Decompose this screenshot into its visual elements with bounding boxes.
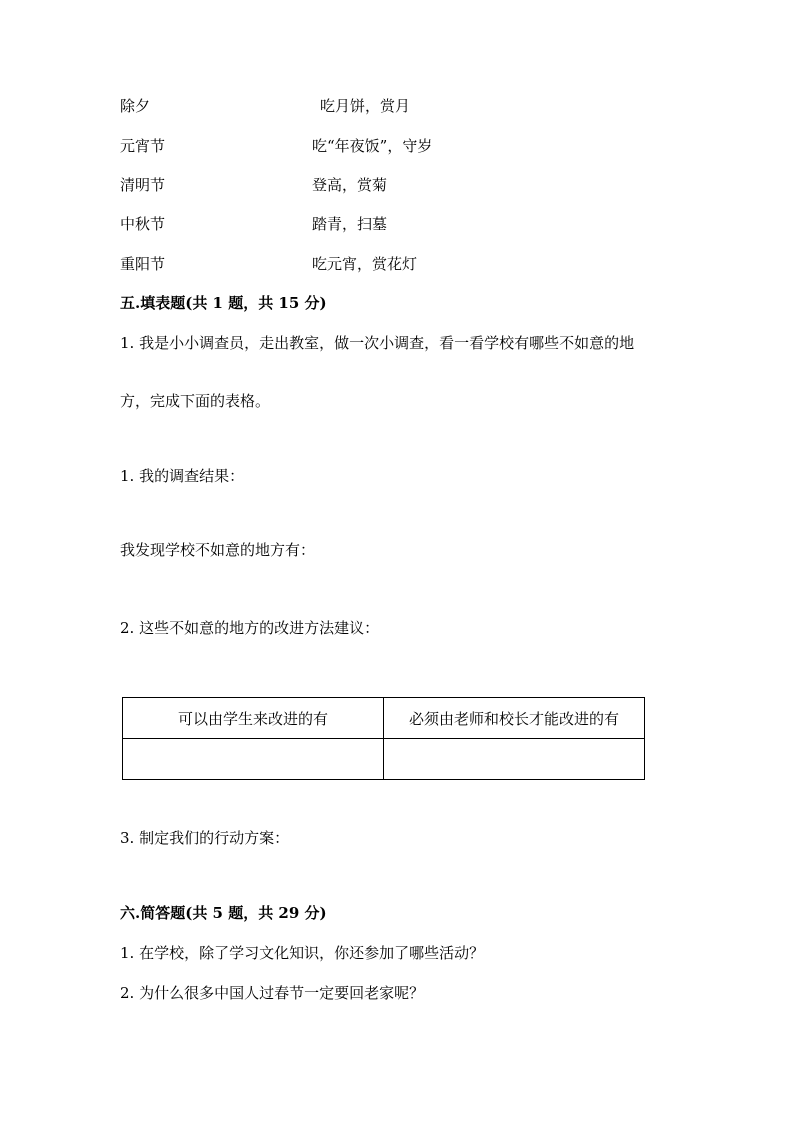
section5-q1-line1: 1. 我是小小调查员，走出教室，做一次小调查，看一看学校有哪些不如意的地: [120, 334, 635, 352]
section6-q2: 2. 为什么很多中国人过春节一定要回老家呢？: [120, 984, 425, 1002]
custom-denggao: 登高，赏菊: [312, 176, 388, 194]
action-plan-label: 3. 制定我们的行动方案：: [120, 829, 290, 847]
section6-q1: 1. 在学校，除了学习文化知识，你还参加了哪些活动？: [120, 944, 485, 962]
survey-findings-label: 我发现学校不如意的地方有：: [120, 541, 316, 559]
festival-zhongqiu: 中秋节: [120, 215, 166, 233]
custom-yuanxiao: 吃元宵，赏花灯: [312, 255, 418, 273]
improvement-suggestions-label: 2. 这些不如意的地方的改进方法建议：: [120, 619, 380, 637]
festival-chuxi: 除夕: [120, 97, 151, 115]
section6-heading: 六.简答题(共 5 题，共 29 分): [120, 904, 327, 922]
table-row: [123, 739, 645, 780]
header-students: 可以由学生来改进的有: [123, 698, 384, 739]
section5-heading: 五.填表题(共 1 题，共 15 分): [120, 294, 327, 312]
header-teachers: 必须由老师和校长才能改进的有: [384, 698, 645, 739]
custom-taqing: 踏青，扫墓: [312, 215, 388, 233]
cell-teachers-answer[interactable]: [384, 739, 645, 780]
festival-yuanxiao: 元宵节: [120, 137, 166, 155]
survey-result-label: 1. 我的调查结果：: [120, 467, 245, 485]
table-header-row: [123, 698, 645, 739]
custom-nianyefan: 吃“年夜饭”，守岁: [312, 137, 433, 155]
festival-qingming: 清明节: [120, 176, 166, 194]
cell-students-answer[interactable]: [123, 739, 384, 780]
section5-q1-line2: 方，完成下面的表格。: [120, 392, 271, 410]
survey-table: [122, 697, 645, 780]
custom-mooncake: 吃月饼，赏月: [320, 97, 411, 115]
festival-chongyang: 重阳节: [120, 255, 166, 273]
